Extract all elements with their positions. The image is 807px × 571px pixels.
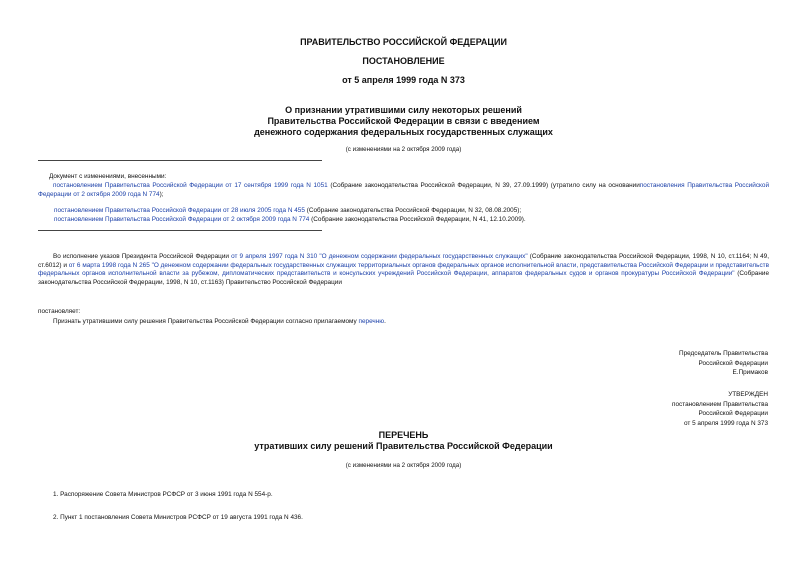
signature-block	[679, 349, 768, 378]
signature-country: Российской Федерации	[698, 359, 768, 367]
decree-word: постановляет:	[38, 308, 81, 315]
change-link-1[interactable]: постановлением Правительства Российской Федерации от 17 сентября 1999 года N 1051	[53, 182, 328, 189]
divider-bottom	[38, 230, 322, 231]
preamble-text-c: (Собрание законодательства Российской Федерации, 1998, N 10, ст.1163) Правительство Российской Федерации	[38, 270, 769, 286]
signature-name: Е.Примаков	[732, 369, 768, 377]
preamble-paragraph	[38, 253, 769, 287]
government-name: ПРАВИТЕЛЬСТВО РОССИЙСКОЙ ФЕДЕРАЦИИ	[300, 37, 507, 47]
list-link[interactable]: перечню	[358, 318, 385, 325]
preamble-text-a: Во исполнение указов Президента Российской Федерации	[53, 253, 232, 260]
document-date-number: от 5 апреля 1999 года N 373	[342, 75, 465, 85]
preamble-text-b: (Собрание законодательства Российской Федерации, 1998, N 10, ст.1164; N 49, ст.6012) и	[38, 253, 769, 269]
change-text-3: (Собрание законодательства Российской Федерации, N 41, 12.10.2009).	[309, 216, 526, 223]
approval-block	[672, 390, 768, 428]
list-title: ПЕРЕЧЕНЬ	[378, 430, 429, 440]
change-text-2: (Собрание законодательства Российской Федерации, N 32, 08.08.2005);	[304, 207, 522, 214]
change-link-1b[interactable]: постановления	[639, 182, 685, 189]
change-item-3	[54, 216, 526, 225]
title-line-2: Правительства Российской Федерации в связи с введением	[267, 116, 540, 126]
decree-310-link[interactable]: от 9 апреля 1997 года N 310 "О денежном содержании федеральных государственных служащих"	[231, 253, 528, 260]
list-subtitle: утративших силу решений Правительства Российской Федерации	[254, 441, 553, 451]
signature-position: Председатель Правительства	[679, 350, 768, 357]
changes-intro: Документ с изменениями, внесенными:	[49, 173, 167, 180]
approval-status: УТВЕРЖДЕН	[728, 391, 768, 398]
change-text-1: (Собрание законодательства Российской Федерации, N 39, 27.09.1999) (утратило силу на основании	[327, 182, 640, 189]
change-link-3[interactable]: постановлением Правительства Российской Федерации от 2 октября 2009 года N 774	[54, 216, 310, 223]
change-link-1c[interactable]: Правительства Российской Федерации от 2 октября 2009 года N 774	[38, 182, 770, 198]
document-title	[0, 105, 807, 138]
operative-paragraph	[53, 318, 386, 327]
list-item: 1. Распоряжение Совета Министров РСФСР от 3 июня 1991 года N 554-р.	[53, 491, 273, 498]
decree-265-link[interactable]: от 6 марта 1998 года N 265 "О денежном содержании федеральных государственных служащих территориальных органов федеральных органов исполнительной власти, представительства Российской Федерации и представительств федеральных органов исполнительной власти за рубежом, дипломатических представительств и консульских учреждений Российской Федерации, аппаратов федеральных судов и органов прокуратуры Российской Федерации"	[38, 261, 769, 278]
change-link-2[interactable]: постановлением Правительства Российской Федерации от 28 июля 2005 года N 455	[54, 207, 305, 214]
edition-note: (с изменениями на 2 октября 2009 года)	[345, 146, 462, 153]
approval-by: постановлением Правительства	[672, 400, 768, 408]
operative-text-a: Признать утратившими силу решения Правительства Российской Федерации согласно прилагаемому	[53, 318, 359, 325]
divider-top	[38, 160, 322, 161]
change-item-1	[38, 182, 769, 199]
title-line-1: О признании утратившими силу некоторых решений	[285, 105, 522, 115]
approval-date: от 5 апреля 1999 года N 373	[683, 419, 768, 427]
operative-text-b: .	[384, 318, 386, 325]
document-type: ПОСТАНОВЛЕНИЕ	[362, 56, 445, 66]
title-line-3: денежного содержания федеральных государственных служащих	[254, 127, 553, 137]
change-end-1: );	[159, 190, 164, 198]
list-item: 2. Пункт 1 постановления Совета Министров РСФСР от 19 августа 1991 года N 436.	[53, 514, 303, 521]
change-item-2	[54, 207, 521, 216]
list-edition-note: (с изменениями на 2 октября 2009 года)	[345, 462, 462, 469]
approval-country: Российской Федерации	[698, 410, 768, 418]
